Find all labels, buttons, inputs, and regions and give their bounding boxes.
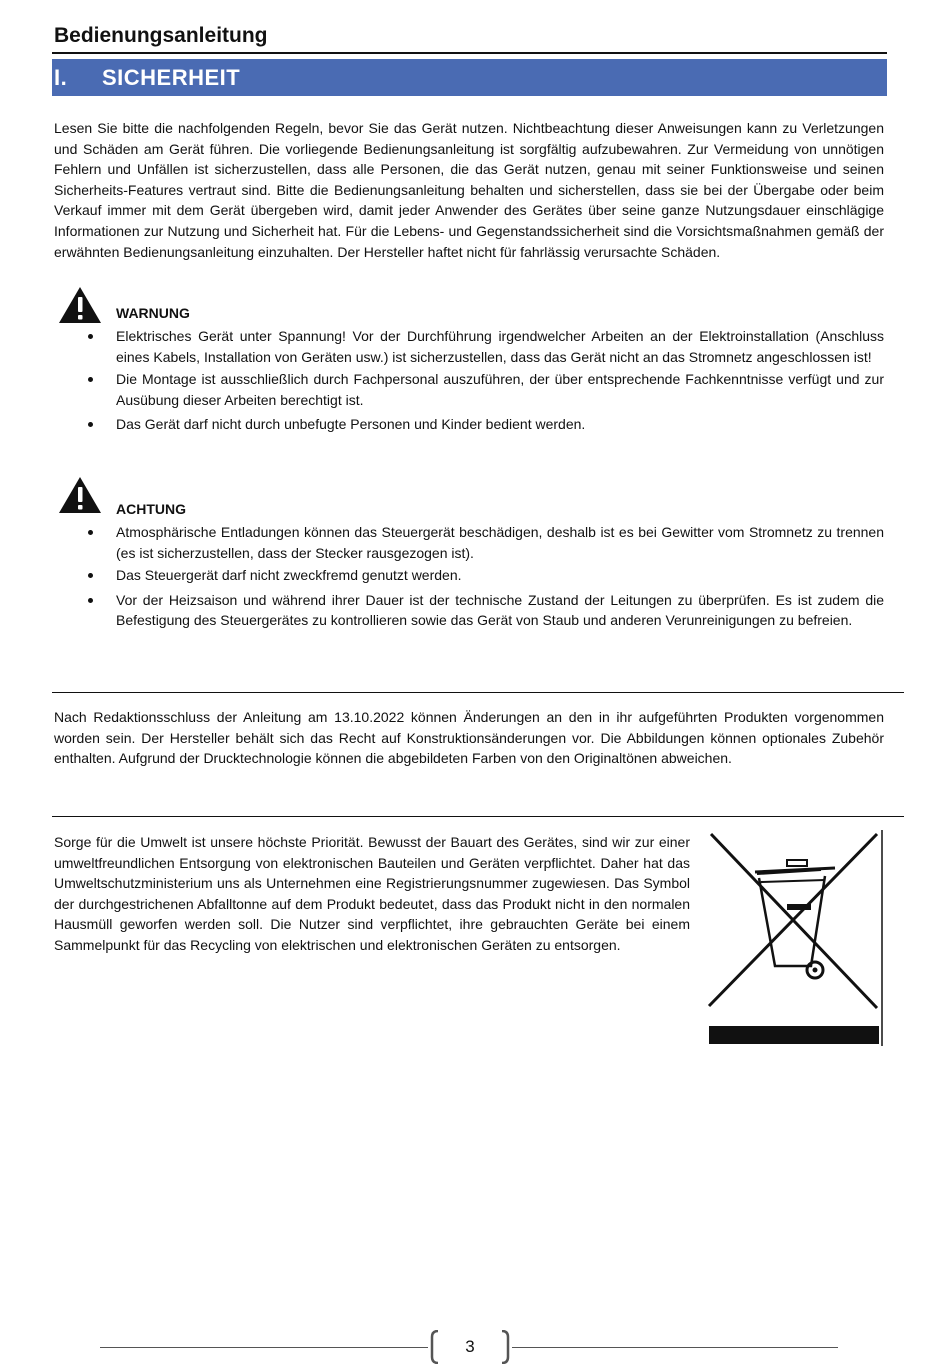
caution-list (88, 522, 884, 633)
bullet-icon (88, 377, 93, 382)
list-item: Vor der Heizsaison und während ihrer Dauer ist der technische Zustand der Leitungen zu überprüfen. Es ist zudem die Befestigung des Steuergerätes zu kontrollieren sowie das Gerät von Staub und anderen Verunreinigungen zu befreien. (88, 590, 884, 631)
caution-heading: ACHTUNG (116, 501, 186, 517)
warning-list (88, 326, 884, 437)
warning-heading: WARNUNG (116, 305, 190, 321)
list-item: Die Montage ist ausschließlich durch Fachpersonal auszuführen, der über entsprechende Fachkenntnisse verfügt und zur Ausübung dieser Arbeiten berechtigt ist. (88, 369, 884, 410)
bullet-icon (88, 573, 93, 578)
list-item: Elektrisches Gerät unter Spannung! Vor der Durchführung irgendwelcher Arbeiten an der Elektroinstallation (Anschluss eines Kabels, Installation von Geräten usw.) ist sicherzustellen, dass das Gerät nicht an das Stromnetz angeschlossen ist! (88, 326, 884, 367)
environment-paragraph: Sorge für die Umwelt ist unsere höchste Priorität. Bewusst der Bauart des Gerätes, sind wir zur einer umweltfreundlichen Entsorgung von elektronischen Bauteilen und Geräten verpflichtet. Daher hat das Umweltschutzministerium uns als Unternehmen eine Registrierungsnummer zugewiesen. Das Symbol der durchgestrichenen Abfalltonne auf dem Produkt bedeutet, dass das Produkt nicht in den normalen Hausmüll geworfen werden soll. Die Nutzer sind verpflichtet, ihre gebrauchten Geräte bei einem Sammelpunkt für das Recycling von elektrischen und elektronischen Geräten zu entsorgen. (54, 834, 690, 953)
intro-paragraph: Lesen Sie bitte die nachfolgenden Regeln, bevor Sie das Gerät nutzen. Nichtbeachtung dieser Anweisungen kann zu Verletzungen und Schäden am Gerät führen. Die vorliegende Bedienungsanleitung ist sorgfältig aufzubewahren. Zur Vermeidung von unnötigen Fehlern und Unfällen ist sicherzustellen, dass alle Personen, die das Gerät nutzen, genau mit seiner Funktionsweise und seinen Sicherheits-Features vertraut sind. Bitte die Bedienungsanleitung behalten und sicherstellen, dass sie bei der Übergabe oder beim Verkauf immer mit dem Gerät übergeben wird, damit jeder Anwender des Gerätes über seine ganze Nutzungsdauer einschlägige Informationen zur Nutzung und Sicherheit hat. Für die Lebens- und Gegenstandssicherheit sind die Vorsichtsmaßnahmen gemäß der erwähnten Bedienungsanleitung einzuhalten. Der Hersteller haftet nicht für fahrlässig verursachte Schäden. (54, 120, 884, 260)
section-divider (52, 692, 904, 693)
bullet-icon (88, 334, 93, 339)
crossed-out-wheelie-bin-icon (703, 830, 885, 1046)
bullet-icon (88, 598, 93, 603)
page-number (430, 1330, 510, 1364)
caution-triangle-icon (58, 476, 102, 514)
warning-triangle-icon (58, 286, 102, 324)
list-item: Das Steuergerät darf nicht zweckfremd genutzt werden. (88, 565, 884, 586)
section-number: I. (54, 64, 68, 90)
footer-rule-right (512, 1347, 838, 1348)
section-header-bar (52, 59, 887, 96)
page-number-text: 3 (465, 1337, 475, 1356)
bullet-icon (88, 422, 93, 427)
bullet-icon (88, 530, 93, 535)
left-brace-icon (430, 1330, 440, 1364)
section-title: SICHERHEIT (102, 64, 241, 90)
right-brace-icon (500, 1330, 510, 1364)
title-rule (52, 52, 887, 54)
section-divider (52, 816, 904, 817)
list-item: Das Gerät darf nicht durch unbefugte Personen und Kinder bedient werden. (88, 414, 884, 435)
editorial-note: Nach Redaktionsschluss der Anleitung am 13.10.2022 können Änderungen an den in ihr aufgeführten Produkten vorgenommen worden sein. Der Hersteller behält sich das Recht auf Konstruktionsänderungen vor. Die Abbildungen können optionales Zubehör enthalten. Aufgrund der Drucktechnologie können die abgebildeten Farben von den Originaltönen abweichen. (54, 709, 884, 767)
list-item: Atmosphärische Entladungen können das Steuergerät beschädigen, deshalb ist es bei Gewitter vom Stromnetz zu trennen (es ist sicherzustellen, dass der Stecker rausgezogen ist). (88, 522, 884, 563)
footer-rule-left (100, 1347, 428, 1348)
document-title: Bedienungsanleitung (54, 24, 268, 47)
